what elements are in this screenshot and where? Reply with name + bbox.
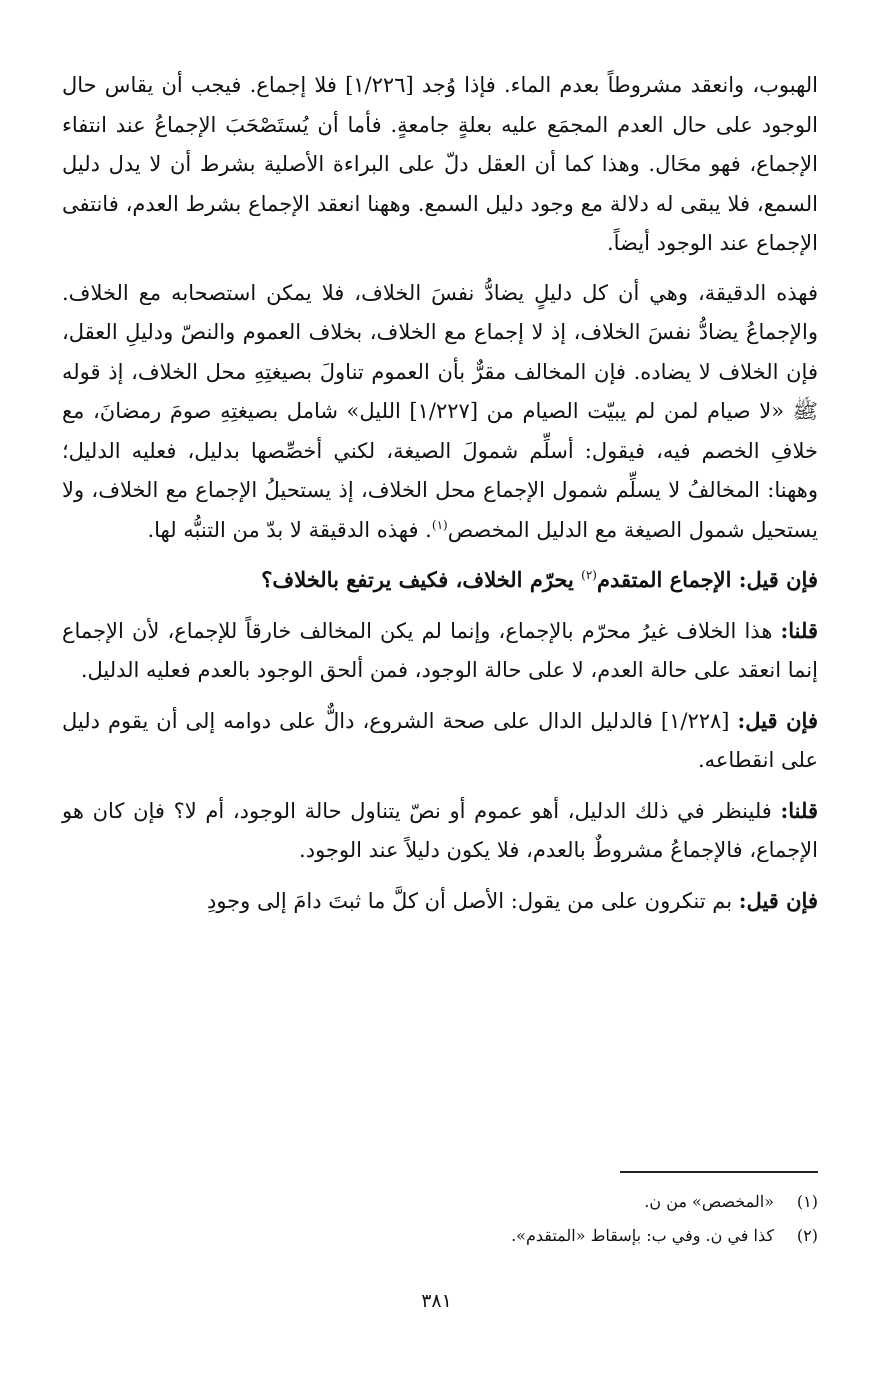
footnote-1 <box>62 1185 818 1219</box>
answer-2 <box>62 791 818 871</box>
answer-1-text: هذا الخلاف غيرُ محرّم بالإجماع، وإنما لم يكن المخالف خارقاً للإجماع، لأن الإجماع إنما انعقد على حالة العدم، لا على حالة الوجود، فمن ألحق الوجود بالعدم فعليه الدليل. <box>62 618 818 682</box>
footnote-marker-2[interactable]: (٢) <box>581 568 597 582</box>
page-number: ٣٨١ <box>421 1290 452 1312</box>
question-3 <box>62 881 818 922</box>
paragraph-2-text: فهذه الدقيقة، وهي أن كل دليلٍ يضادُّ نفسَ الخلاف، فلا يمكن استصحابه مع الخلاف. والإجماعُ يضادُّ نفسَ الخلاف، إذ لا إجماع مع الخلاف، بخلاف العموم والنصّ ودليلِ العقل، فإن الخلاف لا يضاده. فإن المخالف مقرٌّ بأن العموم تناولَ بصيغتِهِ محل الخلاف، إذ قوله ﷺ «لا صيام لمن لم يبيّت الصيام من [١/٢٢٧] الليل» شامل بصيغتِهِ صومَ رمضانَ، مع خلافِ الخصم فيه، فيقول: أسلِّم شمولَ الصيغة، لكني أخصِّصها بدليل، فعليه الدليل؛ وههنا: المخالفُ لا يسلِّم شمول الإجماع محل الخلاف، إذ يستحيلُ الإجماع مع الخلاف، ولا يستحيل شمول الصيغة مع الدليل المخصص <box>62 280 819 542</box>
question-1-text-end: يحرّم الخلاف، فكيف يرتفع بالخلاف؟ <box>261 567 582 592</box>
footnote-divider <box>620 1171 818 1173</box>
page-body <box>62 66 818 921</box>
footnote-1-text: «المخصص» من ن. <box>644 1192 774 1211</box>
footnote-1-number: (١) <box>796 1192 818 1211</box>
paragraph-2 <box>62 274 818 551</box>
footnote-2-number: (٢) <box>796 1226 818 1245</box>
question-2-text: [١/٢٢٨] فالدليل الدال على صحة الشروع، دالٌّ على دوامه إلى أن يقوم دليل على انقطاعه. <box>62 708 818 772</box>
question-2 <box>62 701 818 781</box>
answer-2-lead: قلنا: <box>780 797 818 823</box>
footnote-marker-1[interactable]: (١) <box>431 517 448 532</box>
footnote-2-text: كذا في ن. وفي ب: بإسقاط «المتقدم». <box>511 1226 774 1245</box>
question-1 <box>62 560 818 601</box>
question-2-lead: فإن قيل: <box>737 707 818 733</box>
question-1-text: الإجماع المتقدم <box>596 567 739 592</box>
answer-1 <box>62 611 818 691</box>
paragraph-1-text: الهبوب، وانعقد مشروطاً بعدم الماء. فإذا وُجد [١/٢٢٦] فلا إجماع. فيجب أن يقاس حال الوجود على حال العدم المجمَع عليه بعلةٍ جامعةٍ. فأما أن يُستَصْحَبَ الإجماعُ عند انتفاء الإجماع، فهو محَال. وهذا كما أن العقل دلّ على البراءة الأصلية بشرط أن لا يدل دليل السمع، فلا يبقى له دلالة مع وجود دليل السمع. وههنا انعقد الإجماع بشرط العدم، فانتفى الإجماع عند الوجود أيضاً. <box>62 73 819 255</box>
paragraph-1 <box>62 66 818 264</box>
answer-2-text: فلينظر في ذلك الدليل، أهو عموم أو نصّ يتناول حالة الوجود، أم لا؟ فإن كان هو الإجماع، فالإجماعُ مشروطٌ بالعدم، فلا يكون دليلاً عند الوجود. <box>62 798 818 862</box>
question-3-text: بم تنكرون على من يقول: الأصل أن كلَّ ما ثبتَ دامَ إلى وجودِ <box>206 888 739 913</box>
question-1-lead: فإن قيل: <box>738 567 818 592</box>
answer-1-lead: قلنا: <box>780 617 818 643</box>
question-3-lead: فإن قيل: <box>738 887 818 913</box>
paragraph-2-text-end: . فهذه الدقيقة لا بدّ من التنبُّه لها. <box>147 517 432 542</box>
footnote-2 <box>62 1219 818 1253</box>
footnotes <box>62 1185 818 1253</box>
